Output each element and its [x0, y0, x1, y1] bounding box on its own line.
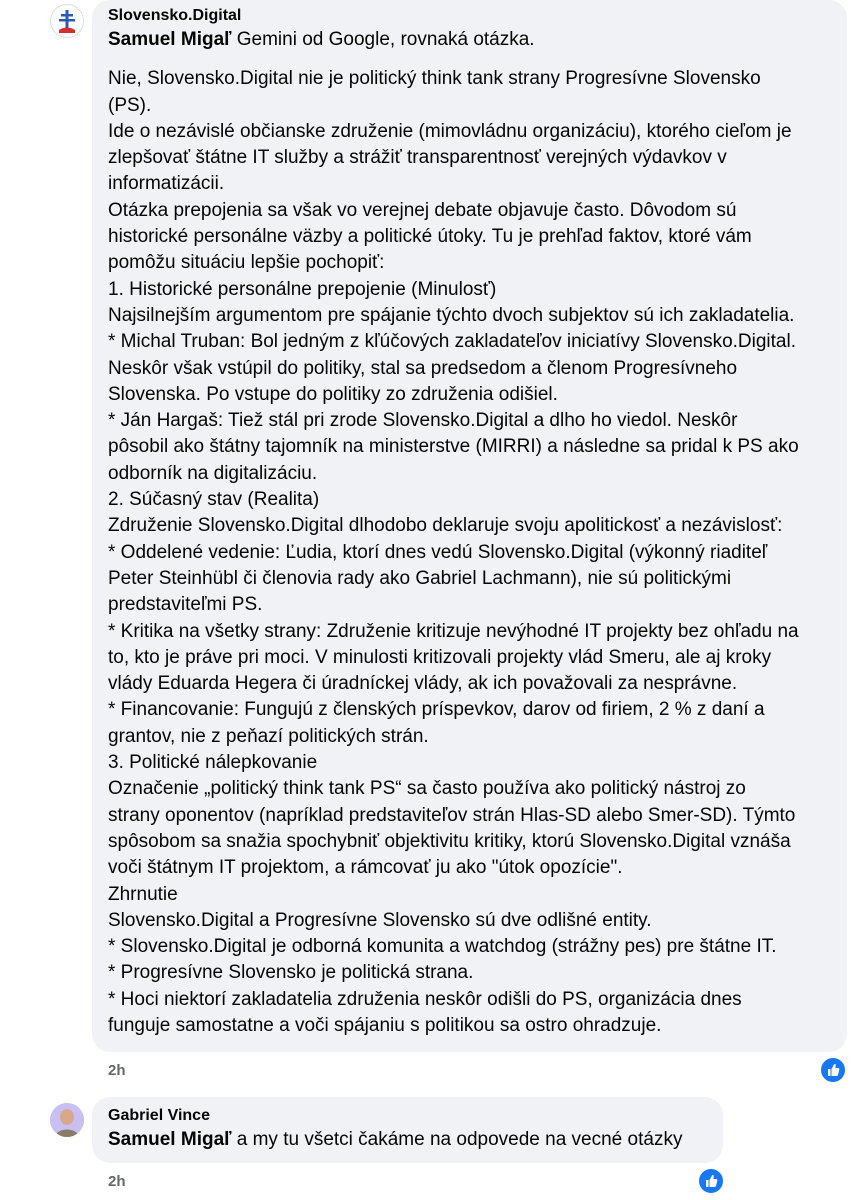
- comment-text-line: Združenie Slovensko.Digital dlhodobo deklaruje svoju apolitickosť a nezávislosť:: [108, 515, 783, 537]
- comment-text-line: to, kto je práve pri moci. V minulosti kritizovali projekty vlád Smeru, ale aj kroky: [108, 646, 772, 668]
- author-avatar[interactable]: [50, 1103, 84, 1137]
- comment-text-line: zlepšovať štátne IT služby a strážiť transparentnosť verejných výdavkov v: [108, 147, 727, 169]
- comment-text-line: pôsobil ako štátny tajomník na ministerstve (MIRRI) a následne sa pridal k PS ako: [108, 436, 799, 458]
- like-icon: [821, 1058, 845, 1082]
- comment-text-line: * Hoci niektorí zakladatelia združenia neskôr odišli do PS, organizácia dnes: [108, 988, 742, 1010]
- comment-text-line: Otázka prepojenia sa však vo verejnej debate objavuje často. Dôvodom sú: [108, 199, 737, 221]
- comment-text-line: spôsobom sa snažia spochybniť objektivitu kritiky, ktorú Slovensko.Digital vznáša: [108, 830, 791, 852]
- comment-text-line: odborník na digitalizáciu.: [108, 462, 318, 484]
- comment-text-line: funguje samostatne a voči spájaniu s politikou sa ostro ohradzuje.: [108, 1014, 662, 1036]
- like-reaction-badge[interactable]: [697, 1167, 725, 1195]
- like-icon: [699, 1169, 723, 1193]
- comment-text-line: informatizácii.: [108, 173, 225, 195]
- comment-text-line: 2. Súčasný stav (Realita): [108, 489, 320, 511]
- comment-first-line: [108, 27, 832, 53]
- comment-text-line: Najsilnejším argumentom pre spájanie týchto dvoch subjektov sú ich zakladatelia.: [108, 304, 795, 326]
- comment-bubble: [92, 1097, 723, 1163]
- comment-text-line: Slovensko.Digital a Progresívne Slovensko sú dve odlišné entity.: [108, 909, 652, 931]
- comment-timestamp[interactable]: 2h: [108, 1062, 126, 1079]
- comment-author-name[interactable]: Gabriel Vince: [108, 1107, 210, 1124]
- comment-text-line: Ide o nezávislé občianske združenie (mimovládnu organizáciu), ktorého cieľom je: [108, 120, 792, 142]
- comment-text-line: Slovenska. Po vstupe do politiky zo združenia odišiel.: [108, 383, 558, 405]
- comment-timestamp[interactable]: 2h: [108, 1173, 126, 1190]
- comment-text-line: Neskôr však vstúpil do politiky, stal sa predsedom a členom Progresívneho: [108, 357, 738, 379]
- comment-text-line: Označenie „politický think tank PS“ sa často používa ako politický nástroj zo: [108, 778, 746, 800]
- comment-text-line: * Slovensko.Digital je odborná komunita a watchdog (strážny pes) pre štátne IT.: [108, 936, 777, 958]
- comment-text-line: grantov, nie z peňazí politických strán.: [108, 725, 429, 747]
- comment-text-line: historické personálne väzby a politické útoky. Tu je prehľad faktov, ktoré vám: [108, 226, 752, 248]
- comment-text-line: pomôžu situáciu lepšie pochopiť:: [108, 252, 385, 274]
- comment-lead-text: Gemini od Google, rovnaká otázka.: [231, 29, 535, 50]
- user-avatar-icon: [50, 1103, 84, 1137]
- comment-text-line: Nie, Slovensko.Digital nie je politický think tank strany Progresívne Slovensko: [108, 68, 761, 90]
- comment-first-line: [108, 1127, 708, 1153]
- double-cross-logo-icon: [51, 5, 83, 37]
- comment-text-line: Peter Steinhübl či členovia rady ako Gabriel Lachmann), nie sú politickými: [108, 567, 732, 589]
- comment-text-line: vlády Eduarda Hegera či úradníckej vlády, ak ich považovali za nesprávne.: [108, 673, 738, 695]
- mention-link[interactable]: Samuel Migaľ: [108, 29, 232, 50]
- comment-text-line: Zhrnutie: [108, 883, 178, 905]
- comment-text-line: predstaviteľmi PS.: [108, 594, 263, 616]
- comment-lead-text: a my tu všetci čakáme na odpovede na vecné otázky: [231, 1129, 683, 1150]
- comment-text-line: * Progresívne Slovensko je politická strana.: [108, 962, 474, 984]
- like-reaction-badge[interactable]: [819, 1056, 847, 1084]
- comment-text-line: * Oddelené vedenie: Ľudia, ktorí dnes vedú Slovensko.Digital (výkonný riaditeľ: [108, 541, 768, 563]
- comment-text-line: * Michal Truban: Bol jedným z kľúčových zakladateľov iniciatívy Slovensko.Digital.: [108, 331, 796, 353]
- mention-link[interactable]: Samuel Migaľ: [108, 1129, 232, 1150]
- comment-text-line: strany oponentov (napríklad predstaviteľov strán Hlas-SD alebo Smer-SD). Týmto: [108, 804, 796, 826]
- comment-text-line: * Kritika na všetky strany: Združenie kritizuje nevýhodné IT projekty bez ohľadu na: [108, 620, 799, 642]
- comment-text-line: 1. Historické personálne prepojenie (Minulosť): [108, 278, 497, 300]
- comment-text-line: voči štátnym IT projektom, a rámcovať ju ako "útok opozície".: [108, 857, 623, 879]
- comment-text-line: * Financovanie: Fungujú z členských príspevkov, darov od firiem, 2 % z daní a: [108, 699, 765, 721]
- comment-body: [108, 66, 832, 1039]
- comment-bubble: [92, 0, 847, 1052]
- comment-author-name[interactable]: Slovensko.Digital: [108, 7, 242, 24]
- comment-text-line: (PS).: [108, 94, 152, 116]
- author-avatar[interactable]: [50, 4, 84, 38]
- comment-text-line: 3. Politické nálepkovanie: [108, 752, 318, 774]
- comment-text-line: * Ján Hargaš: Tiež stál pri zrode Slovensko.Digital a dlho ho viedol. Neskôr: [108, 410, 738, 432]
